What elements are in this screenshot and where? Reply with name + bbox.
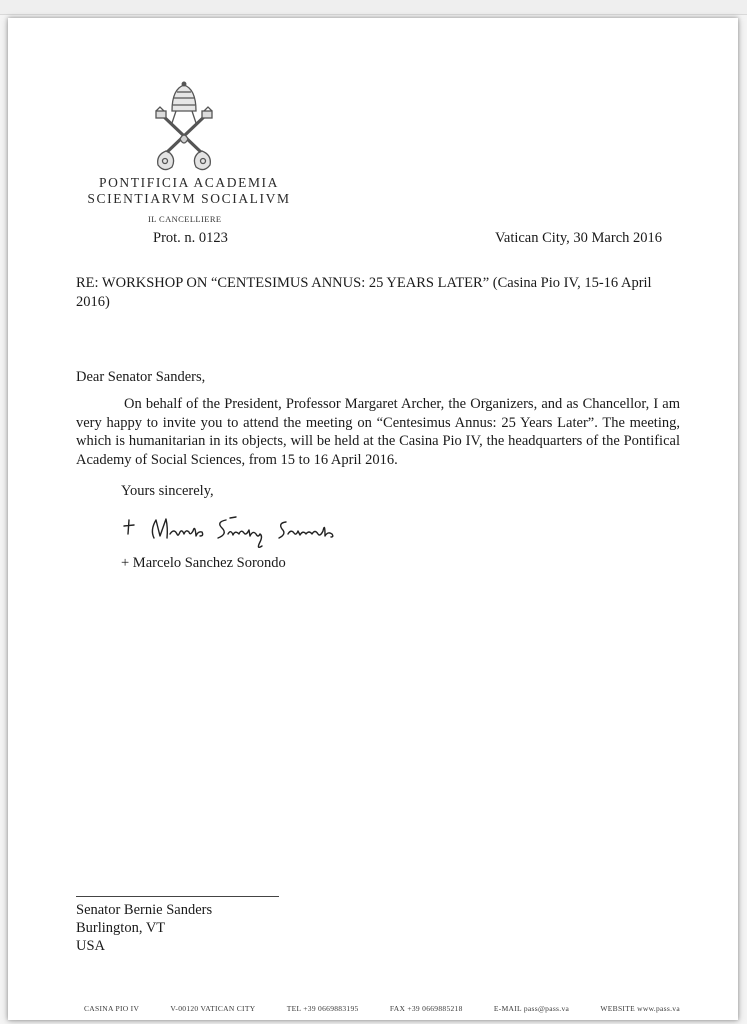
recipient-name: Senator Bernie Sanders [76,902,213,918]
recipient-city: Burlington, VT [76,920,166,936]
footer-venue: CASINA PIO IV [84,1004,140,1013]
handwritten-signature [120,510,360,560]
salutation: Dear Senator Sanders, [76,369,206,385]
letter-body: On behalf of the President, Professor Margaret Archer, the Organizers, and as Chancellor, I am very happy to invite you to attend the meeting on “Centesimus Annus: 25 Years Later”. The meeting, which is humanitarian in its objects, will be held at the Casina Pio IV, the headquarters of the Pontifical Academy of Social Sciences, from 15 to 16 April 2016. [76,396,680,468]
footer-fax: FAX +39 0669885218 [389,1004,463,1013]
office-title: IL CANCELLIERE [148,214,222,224]
letter-page [8,18,738,1020]
recipient-country: USA [76,938,106,954]
footer-email: E-MAIL pass@pass.va [493,1004,570,1013]
academy-name-line1: PONTIFICIA ACADEMIA [98,175,280,190]
papal-keys-emblem-icon [148,81,220,173]
letterhead-footer [84,1004,680,1013]
signer-name: + Marcelo Sanchez Sorondo [121,555,286,571]
protocol-number: Prot. n. 0123 [153,230,228,246]
footer-tel: TEL +39 0669883195 [286,1004,359,1013]
place-date: Vatican City, 30 March 2016 [495,230,662,246]
top-edge-strip [0,0,747,15]
footer-website: WEBSITE www.pass.va [600,1004,680,1013]
academy-name-line2: SCIENTIARVM SOCIALIVM [87,191,291,206]
subject-line: RE: WORKSHOP ON “CENTESIMUS ANNUS: 25 YEARS LATER” (Casina Pio IV, 15-16 April 2016) [76,275,652,310]
signature-rule [76,896,279,897]
footer-postcode: V-00120 VATICAN CITY [170,1004,256,1013]
closing: Yours sincerely, [121,483,214,499]
